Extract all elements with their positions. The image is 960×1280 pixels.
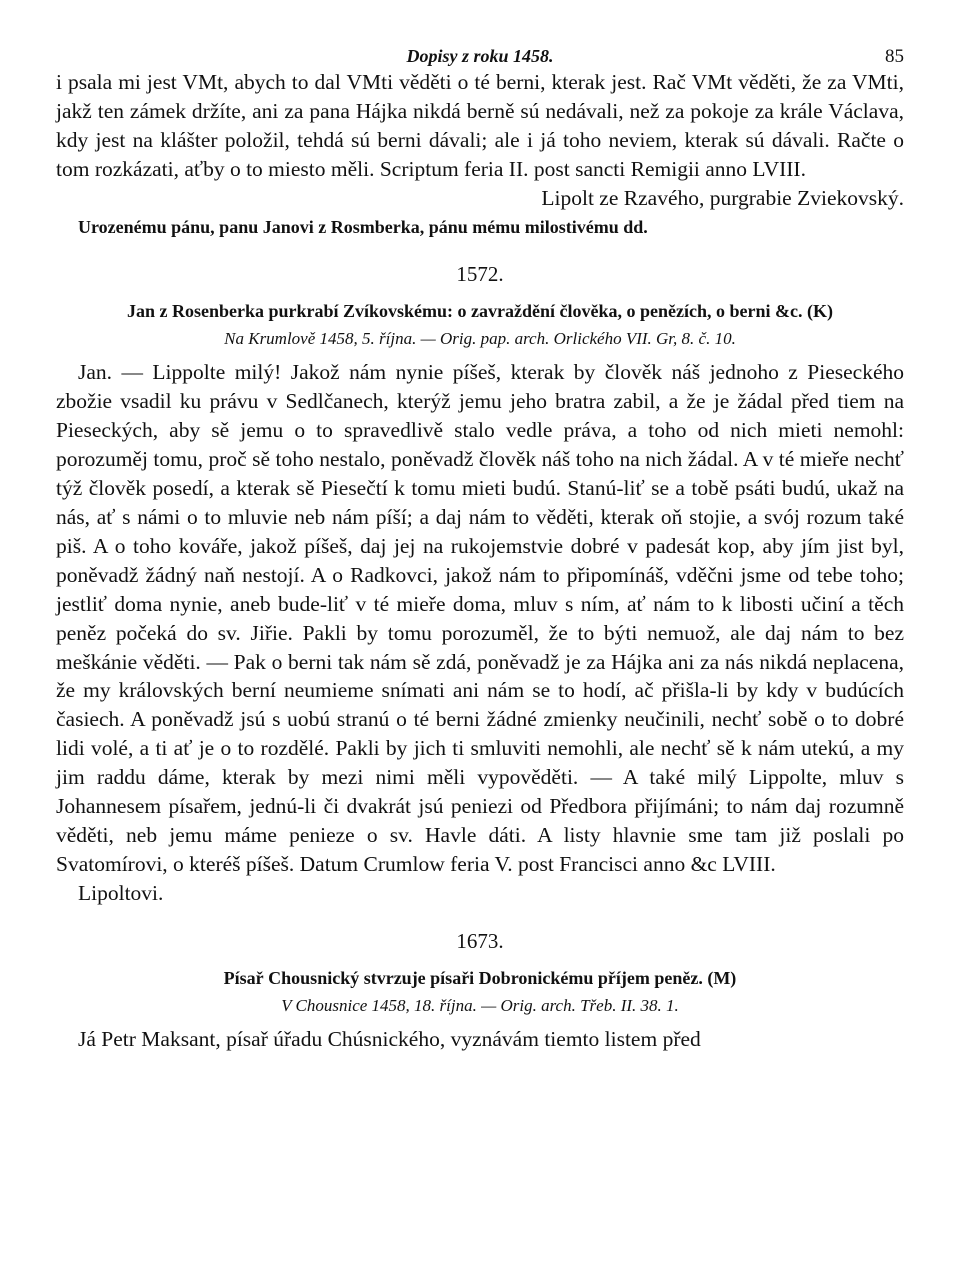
document-number-1673: 1673. bbox=[456, 928, 504, 953]
document-regest-1673: Písař Chousnický stvrzuje písaři Dobronickému příjem peněz. (M) bbox=[223, 967, 737, 988]
running-head bbox=[56, 38, 904, 68]
document-number-1572: 1572. bbox=[456, 262, 504, 287]
document-text-1572: Jan. — Lippolte milý! Jakož nám nynie píšeš, kterak by člověk náš jednoho z Pieseckého zbožie vsadil ku právu v Sedlčanech, kterýž jemu jeho bratra zabil, a že je žádal před tiem na Pieseckých, aby sě jemu o to spravedlivě stalo vedle práva, a toho od nich mieti nemohl: porozuměj tomu, proč sě toho nestalo, poněvadž člověk náš toho na nich žádal. A v té mieře nechť týž člověk posedí, a kterak sě Piesečtí k tomu mieti budú. Stanú-liť se a tobě psáti budú, ukaž na nás, ať s námi o to mluvie neb nám píší; a daj nám to věděti, kterak oň stojie, a svój rozum také piš. A o toho kováře, jakož píšeš, daj jej na rukojemstvie dobré v padesát kop, aby jím jist byl, poněvadž žádný naň nestojí. A o Radkovci, jakož nám to připomínáš, vděčni jsme od tebe toho; jestliť doma nynie, aneb bude-liť v té mieře doma, mluv s ním, ať nám to k libosti učiní a těch peněz počeká do sv. Jiřie. Pakli by tomu porozuměl, že to býti nemuož, ale daj nám to bez meškánie věděti. — Pak o berni tak nám sě zdá, poněvadž je za Hájka ani za nás nikdá neplacena, že my královských berní neumieme snímati ani nám se to hodí, ač přišla-li by kdy v budúcích časiech. A poněvadž jsú s uobú stranú o té berni žádné zmienky neučinili, nechť sobě o to dobré lidi volé, a ti ať je o to rozdělé. Pakli by jich ti smluviti nemohli, ale nechť sě k nám utekú, a my jim raddu dáme, kterak by mezi nimi měli vypověděti. — A také milý Lippolte, mluv s Johannesem písařem, jednú-li či dvakrát jsú peniezi od Předbora přijímáni; to nám daj rozumně věděti, neb jemu máme penieze o sv. Havle dáti. A listy hlavnie sme tam již poslali po Svatomírovi, o kteréš píšeš. Datum Crumlow feria V. post Francisci anno &c LVIII. bbox=[56, 360, 904, 876]
document-source-1673: V Chousnice 1458, 18. října. — Orig. arch. Třeb. II. 38. 1. bbox=[281, 995, 679, 1015]
document-address-1572: Lipoltovi. bbox=[78, 880, 164, 905]
letter-continuation: i psala mi jest VMt, abych to dal VMti věděti o té berni, kterak jest. Rač VMt věděti, že za VMti, jakž ten zámek držíte, ani za pana Hájka nikdá berně sú nedávali, než za pokoje za krále Václava, kdy jest na klášter položil, tehdá sú berni dávali; ale i já toho neviem, kterak sú dávali. Račte o tom rozkázati, aťby o to miesto měli. Scriptum feria II. post sancti Remigii anno LVIII. bbox=[56, 70, 904, 181]
running-title: Dopisy z roku 1458. bbox=[406, 46, 554, 66]
letter-address: Urozenému pánu, panu Janovi z Rosmberka, pánu mému milostivému dd. bbox=[78, 216, 648, 237]
letter-signature: Lipolt ze Rzavého, purgrabie Zviekovský. bbox=[541, 185, 904, 210]
page-number: 85 bbox=[885, 46, 904, 67]
page bbox=[56, 38, 904, 1054]
document-text-1673: Já Petr Maksant, písař úřadu Chúsnického, vyznávám tiemto listem před bbox=[78, 1026, 701, 1051]
document-source-1572: Na Krumlově 1458, 5. října. — Orig. pap. arch. Orlického VII. Gr, 8. č. 10. bbox=[224, 329, 736, 349]
document-regest-1572: Jan z Rosenberka purkrabí Zvíkovskému: o zavraždění člověka, o penězích, o berni &c. (K) bbox=[127, 301, 833, 322]
